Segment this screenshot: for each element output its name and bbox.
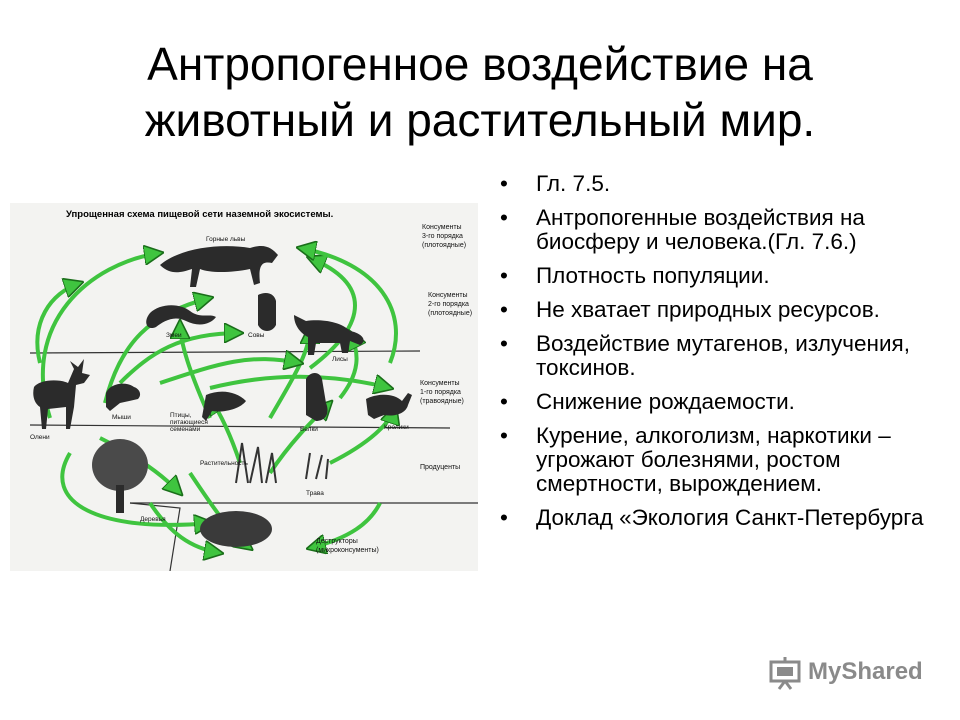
label-birds-2: питающиеся (170, 419, 208, 426)
bullet-text: Воздействие мутагенов, излучения, токсинов. (536, 331, 910, 380)
label-deer: Олени (30, 434, 50, 441)
bullet-item: • Доклад «Экология Санкт-Петербурга (500, 505, 924, 530)
destructors-line1: Деструкторы (316, 538, 358, 545)
bullet-item: • Плотность популяции. (500, 263, 770, 288)
diagram-title: Упрощенная схема пищевой сети наземной экосистемы. (66, 209, 334, 220)
label-grass: Трава (306, 490, 324, 497)
label-owls: Совы (248, 332, 265, 339)
bullet-text: Плотность популяции. (536, 263, 770, 288)
bullet-text: Антропогенные воздействия на биосферу и человека.(Гл. 7.6.) (536, 205, 865, 254)
consumers3-line2: 3-го порядка (422, 233, 463, 240)
owl-icon (258, 293, 276, 331)
bullet-text: Доклад «Экология Санкт-Петербурга (536, 505, 924, 530)
presentation-board-icon (768, 656, 802, 690)
consumers2-line2: 2-го порядка (428, 301, 469, 308)
bullet-item: • Не хватает природных ресурсов. (500, 297, 880, 322)
label-birds-3: семенами (170, 426, 201, 433)
label-birds-1: Птицы, (170, 412, 192, 419)
bullet-text: Снижение рождаемости. (536, 389, 795, 414)
logo-text: MyShared (808, 658, 923, 685)
consumers1-line2: 1-го порядка (420, 389, 461, 396)
consumers2-line1: Консументы (428, 292, 468, 299)
bullet-text: Не хватает природных ресурсов. (536, 297, 880, 322)
food-web-diagram (10, 203, 478, 571)
label-foxes: Лисы (332, 356, 348, 363)
producers-label: Продуценты (420, 464, 461, 471)
bullet-item: • Снижение рождаемости. (500, 389, 795, 414)
bullet-item: • Воздействие мутагенов, излучения, токсинов. (500, 331, 910, 380)
bullet-item: • Гл. 7.5. (500, 171, 611, 196)
bullet-text: Курение, алкоголизм, наркотики – угрожают болезнями, ростом смертности, вырождением. (536, 423, 891, 496)
label-lions: Горные львы (206, 236, 246, 243)
label-squirrels: Белки (300, 426, 318, 433)
consumers3-line3: (плотоядные) (422, 242, 467, 249)
label-rabbits: Кролики (384, 424, 409, 431)
label-mice: Мыши (112, 414, 131, 421)
destructors-line2: (микроконсументы) (316, 547, 379, 554)
consumers1-line1: Консументы (420, 380, 460, 387)
bullet-list (498, 172, 938, 540)
bullet-text: Гл. 7.5. (536, 171, 611, 196)
consumers2-line3: (плотоядные) (428, 310, 473, 317)
label-trees: Деревья (140, 516, 166, 523)
label-vegetation: Растительность (200, 460, 248, 467)
label-snakes: Змеи (166, 332, 182, 339)
bullet-item: • Курение, алкоголизм, наркотики – угрожают болезнями, ростом смертности, вырождением. (500, 423, 891, 496)
consumers3-line1: Консументы (422, 224, 462, 231)
bullet-item: • Антропогенные воздействия на биосферу и человека.(Гл. 7.6.) (500, 205, 865, 254)
consumers1-line3: (травоядные) (420, 398, 464, 405)
myshared-logo[interactable] (768, 656, 928, 692)
slide-title: Антропогенное воздействие на животный и растительный мир. (144, 38, 816, 146)
